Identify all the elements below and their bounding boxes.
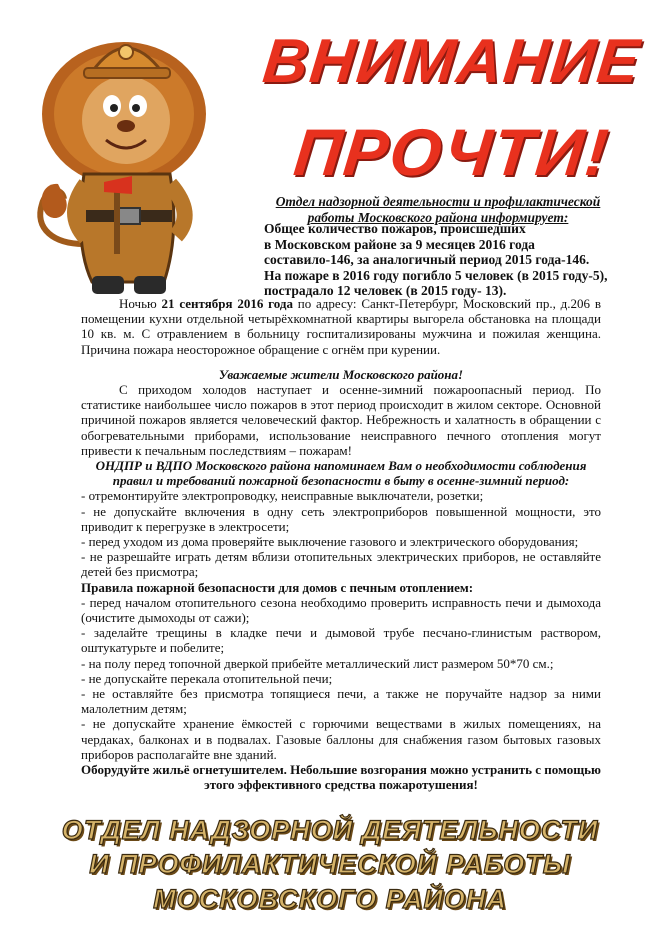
stats-line: в Московском районе за 9 месяцев 2016 года bbox=[264, 236, 535, 252]
closing-note: Оборудуйте жильё огнетушителем. Небольшие возгорания можно устранить с помощью этого эффективного средства пожаротушения! bbox=[81, 762, 601, 793]
article-body bbox=[81, 296, 601, 793]
incident-date: 21 сентября 2016 года bbox=[161, 296, 293, 311]
stove-rule-item: - не оставляйте без присмотра топящиеся печи, а также не поручайте надзор за ними малолетним детям; bbox=[81, 686, 601, 717]
page-title-line1: ВНИМАНИЕ bbox=[259, 27, 645, 96]
incident-paragraph bbox=[81, 296, 601, 357]
appeal-heading: Уважаемые жители Московского района! bbox=[218, 366, 464, 382]
stats-line: На пожаре в 2016 году погибло 5 человек (в 2015 году-5), пострадало 12 человек (в 2015 году- 13). bbox=[264, 267, 608, 299]
appeal-paragraph: С приходом холодов наступает и осенне-зимний пожароопасный период. По статистике наибольшее число пожаров в этот период происходит в жилом секторе. Основной причиной пожаров является человеческий фактор. Небрежность и халатность в обращении с обогревательными приборами, использование неисправного печного отопления могут привести к печальным последствиям – пожарам! bbox=[81, 382, 601, 458]
footer-line3: МОСКОВСКОГО РАЙОНА bbox=[153, 884, 507, 914]
rule-item: - перед уходом из дома проверяйте выключение газового и электрического оборудования; bbox=[81, 534, 579, 550]
footer-line2: И ПРОФИЛАКТИЧЕСКОЙ РАБОТЫ bbox=[89, 849, 571, 879]
stove-heading: Правила пожарной безопасности для домов с печным отоплением: bbox=[81, 579, 474, 595]
stove-rule-item: - перед началом отопительного сезона необходимо проверить исправность печи и дымохода (очистите дымоходы от сажи); bbox=[81, 594, 601, 626]
stove-rule-item: - не допускайте перекала отопительной печи; bbox=[81, 670, 333, 686]
incident-prefix: Ночью bbox=[119, 296, 162, 311]
stats-line: составило-146, за аналогичный период 2015 года-146. bbox=[264, 252, 590, 268]
reminder-heading: ОНДПР и ВДПО Московского района напоминаем Вам о необходимости соблюдения правил и требований пожарной безопасности в быту в осенне-зимний период: bbox=[95, 458, 587, 489]
stove-rule-item: - на полу перед топочной дверкой прибейте металлический лист размером 50*70 см.; bbox=[81, 655, 554, 671]
rule-item: - не допускайте включения в одну сеть электроприборов повышенной мощности, это приводит к перегрузке в электросети; bbox=[81, 503, 601, 534]
rule-item: - отремонтируйте электропроводку, неисправные выключатели, розетки; bbox=[81, 488, 484, 504]
incident-text: по адресу: Санкт-Петербург, Московский пр., д.206 в помещении кухни отдельной четырёхкомнатной квартиры выгорела обстановка на площади 10 кв. м. С отравлением в больницу госпитализированы мужчина и пожилая женщина. Причина пожара неосторожное обращение с огнём при курении. bbox=[81, 296, 601, 357]
stove-rule-item: - заделайте трещины в кладке печи и дымовой трубе песчано-глинистым раствором, оштукатурьте и побелите; bbox=[81, 625, 601, 656]
fire-statistics bbox=[264, 221, 609, 299]
footer-line1: ОТДЕЛ НАДЗОРНОЙ ДЕЯТЕЛЬНОСТИ bbox=[61, 815, 599, 845]
stove-rule-item: - не допускайте хранение ёмкостей с горючими веществами в жилых помещениях, на чердаках, балконах и в подвалах. Газовые баллоны для снабжения газом бытовых газовых приборов располагайте вне зданий. bbox=[81, 716, 601, 762]
rule-item: - не разрешайте играть детям вблизи отопительных электрических приборов, не оставляйте детей без присмотра; bbox=[81, 549, 601, 580]
stats-line: Общее количество пожаров, происшедших bbox=[264, 221, 526, 236]
firefighter-lion-mascot-icon bbox=[14, 14, 244, 304]
inform-heading: Отдел надзорной деятельности и профилактической работы Московского района информирует: bbox=[275, 194, 601, 225]
page-title-line2: ПРОЧТИ! bbox=[290, 115, 614, 189]
